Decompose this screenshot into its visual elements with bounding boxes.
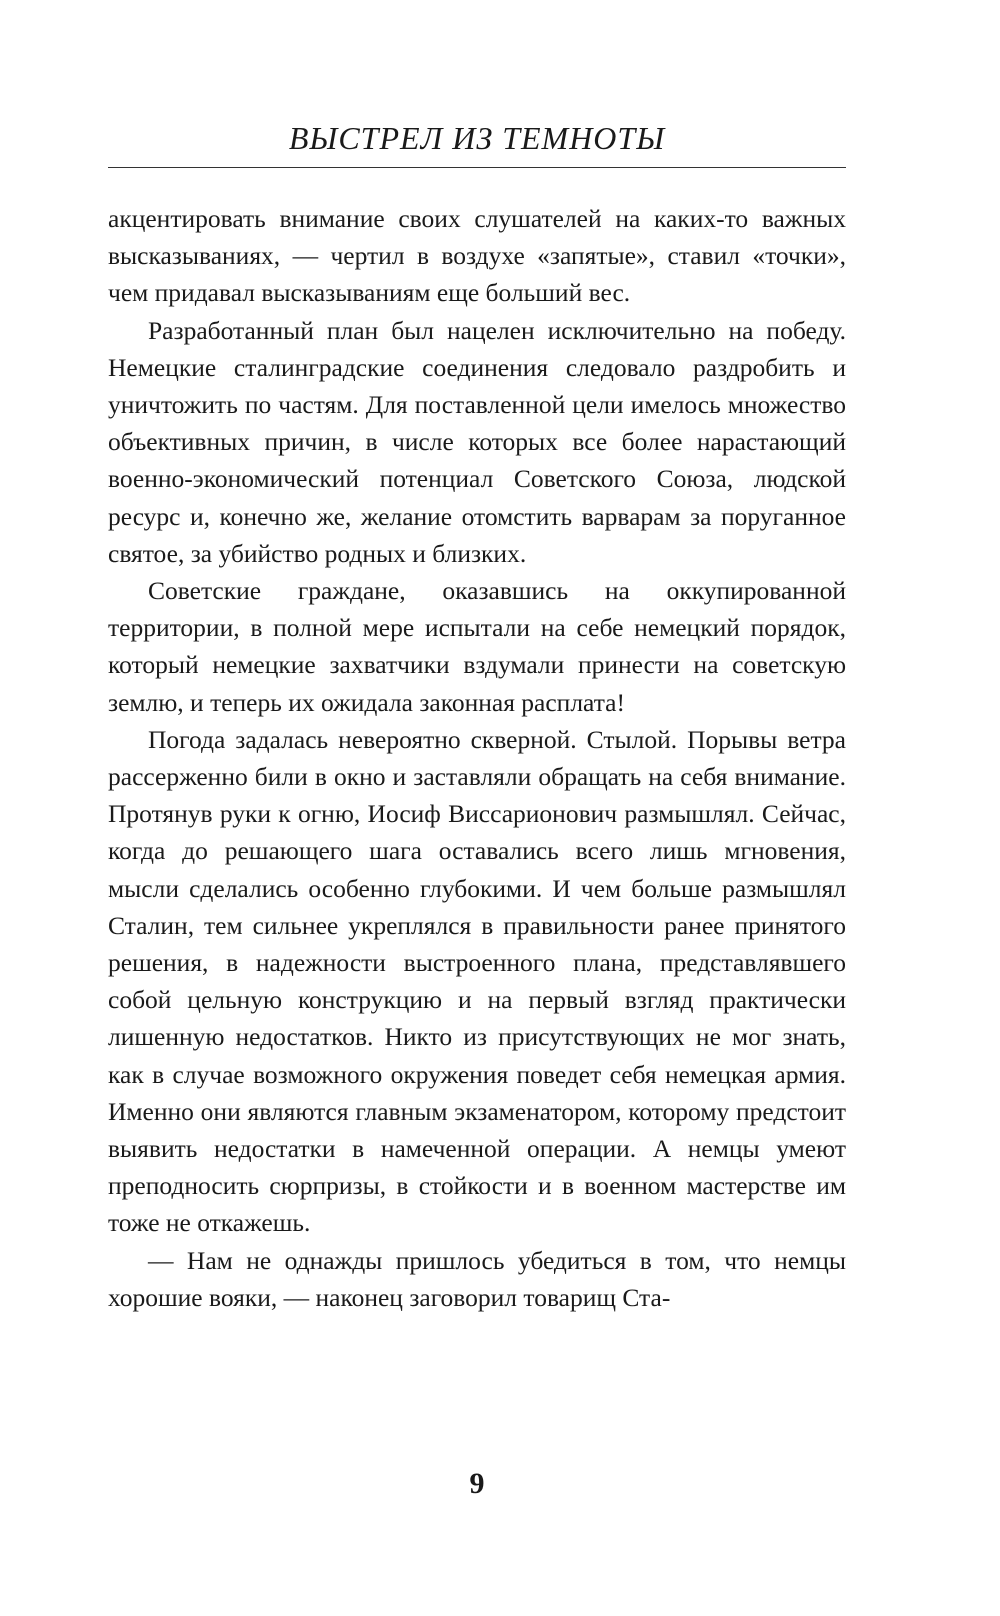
paragraph-5: — Нам не однажды пришлось убедиться в том, что немцы хорошие вояки, — наконец заговорил товарищ Ста- xyxy=(108,1245,846,1312)
running-header: ВЫСТРЕЛ ИЗ ТЕМНОТЫ xyxy=(288,120,666,156)
paragraph-1: акцентировать внимание своих слушателей на каких-то важных высказываниях, — чертил в воздухе «запятые», ставил «точки», чем придавал высказываниям еще больший вес. xyxy=(108,204,846,308)
page-body xyxy=(108,200,846,1316)
paragraph-4: Погода задалась невероятно скверной. Стылой. Порывы ветра рассерженно били в окно и заставляли обращать на себя внимание. Протянув руки к огню, Иосиф Виссарионович размышлял. Сейчас, когда до решающего шага оставались всего лишь мгновения, мысли сделались особенно глубокими. И чем больше размышлял Сталин, тем сильнее укреплялся в правильности ранее принятого решения, в надежности выстроенного плана, представлявшего собой цельную конструкцию и на первый взгляд практически лишенную недостатков. Никто из присутствующих не мог знать, как в случае возможного окружения поведет себя немецкая армия. Именно они являются главным экзаменатором, которому предстоит выявить недостатки в намеченной операции. А немцы умеют преподносить сюрпризы, в стойкости и в военном мастерстве им тоже не откажешь. xyxy=(108,724,846,1238)
paragraph-2: Разработанный план был нацелен исключительно на победу. Немецкие сталинградские соединения следовало раздробить и уничтожить по частям. Для поставленной цели имелось множество объективных причин, в числе которых все более нарастающий военно-экономический потенциал Советского Союза, людской ресурс и, конечно же, желание отомстить варварам за поруганное святое, за убийство родных и близких. xyxy=(108,315,846,568)
paragraph-3: Советские граждане, оказавшись на оккупированной территории, в полной мере испытали на себе немецкий порядок, который немецкие захватчики вздумали принести на советскую землю, и теперь их ожидала законная расплата! xyxy=(108,576,846,717)
header-divider xyxy=(108,167,846,168)
page-number: 9 xyxy=(469,1467,485,1500)
